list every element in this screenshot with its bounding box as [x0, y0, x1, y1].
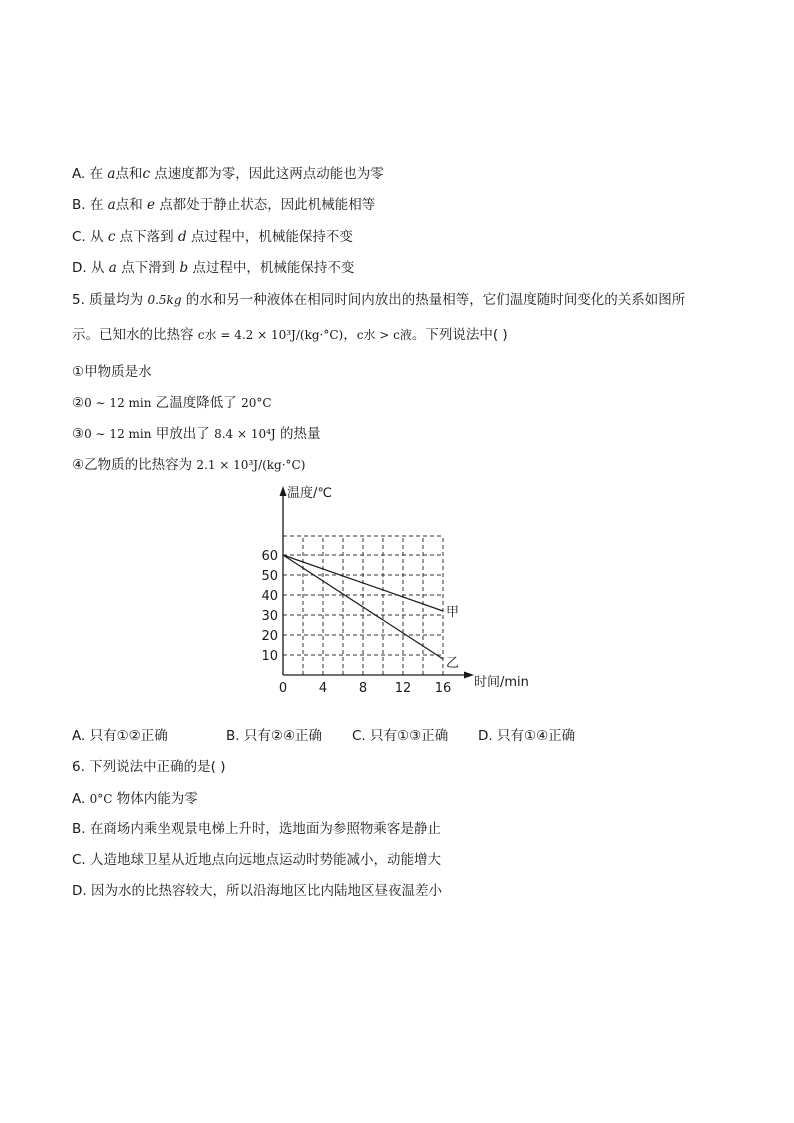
y-tick-label-50: 50 — [261, 569, 278, 584]
x-tick-label-16: 16 — [434, 681, 452, 696]
q5-stem-line1: 5. 质量均为 0.5kg 的水和另一种液体在相同时间内放出的热量相等，它们温度随时间变化的关系如图所 — [72, 292, 686, 308]
q5-statement-3: ③0 ∼ 12 min 甲放出了 8.4 × 10⁴J 的热量 — [72, 426, 321, 442]
q5-statement-1: ①甲物质是水 — [72, 364, 152, 380]
q6-option-b: B. 在商场内乘坐观景电梯上升时，选地面为参照物乘客是静止 — [72, 821, 441, 837]
specific-heat-compare: c水 > c液 — [356, 328, 412, 342]
q5-stem-line2: 示。已知水的比热容 c水 = 4.2 × 10³J/(kg·°C)，c水 > c液。下列说法中( ) — [72, 327, 508, 343]
chart-grid — [283, 536, 443, 675]
q6-option-d: D. 因为水的比热容较大，所以沿海地区比内陆地区昼夜温差小 — [72, 883, 442, 899]
chart-axes — [280, 485, 529, 690]
q5-answer-c: C. 只有①③正确 — [352, 728, 449, 744]
y-tick-label-10: 10 — [261, 649, 278, 664]
q6-option-a: A. 0°C 物体内能为零 — [72, 791, 198, 807]
water-specific-heat: c水 = 4.2 × 10³J/(kg·°C) — [197, 328, 344, 342]
q4-option-a: A. 在 a点和c 点速度都为零，因此这两点动能也为零 — [72, 166, 384, 182]
x-tick-label-4: 4 — [318, 681, 328, 696]
x-axis-label: 时间/min — [474, 675, 529, 690]
y-axis-arrow — [280, 486, 287, 496]
q6-stem: 6. 下列说法中正确的是( ) — [72, 759, 226, 775]
x-axis-arrow — [464, 672, 474, 679]
chart-series — [283, 555, 459, 671]
x-tick-label-0: 0 — [278, 681, 288, 696]
q4-option-b: B. 在 a点和 e 点都处于静止状态，因此机械能相等 — [72, 197, 376, 213]
q4-option-c: C. 从 c 点下落到 d 点过程中，机械能保持不变 — [72, 229, 353, 245]
q5-answer-a: A. 只有①②正确 — [72, 728, 168, 744]
y-axis-label: 温度/℃ — [287, 486, 332, 501]
series-label-jia: 甲 — [446, 605, 460, 620]
y-tick-label-30: 30 — [261, 609, 278, 624]
q5-statement-2: ②0 ∼ 12 min 乙温度降低了 20°C — [72, 395, 272, 411]
q6-option-c: C. 人造地球卫星从近地点向远地点运动时势能减小，动能增大 — [72, 852, 442, 868]
q5-statement-4: ④乙物质的比热容为 2.1 × 10³J/(kg·°C) — [72, 457, 306, 473]
q5-answer-b: B. 只有②④正确 — [226, 728, 323, 744]
y-tick-label-60: 60 — [261, 549, 278, 564]
y-tick-label-20: 20 — [261, 629, 278, 644]
x-tick-label-12: 12 — [394, 681, 412, 696]
x-tick-label-8: 8 — [358, 681, 368, 696]
q4-option-d: D. 从 a 点下滑到 b 点过程中，机械能保持不变 — [72, 260, 355, 276]
series-label-yi: 乙 — [446, 656, 460, 671]
y-tick-label-40: 40 — [261, 589, 278, 604]
q5-answer-d: D. 只有①④正确 — [478, 728, 576, 744]
